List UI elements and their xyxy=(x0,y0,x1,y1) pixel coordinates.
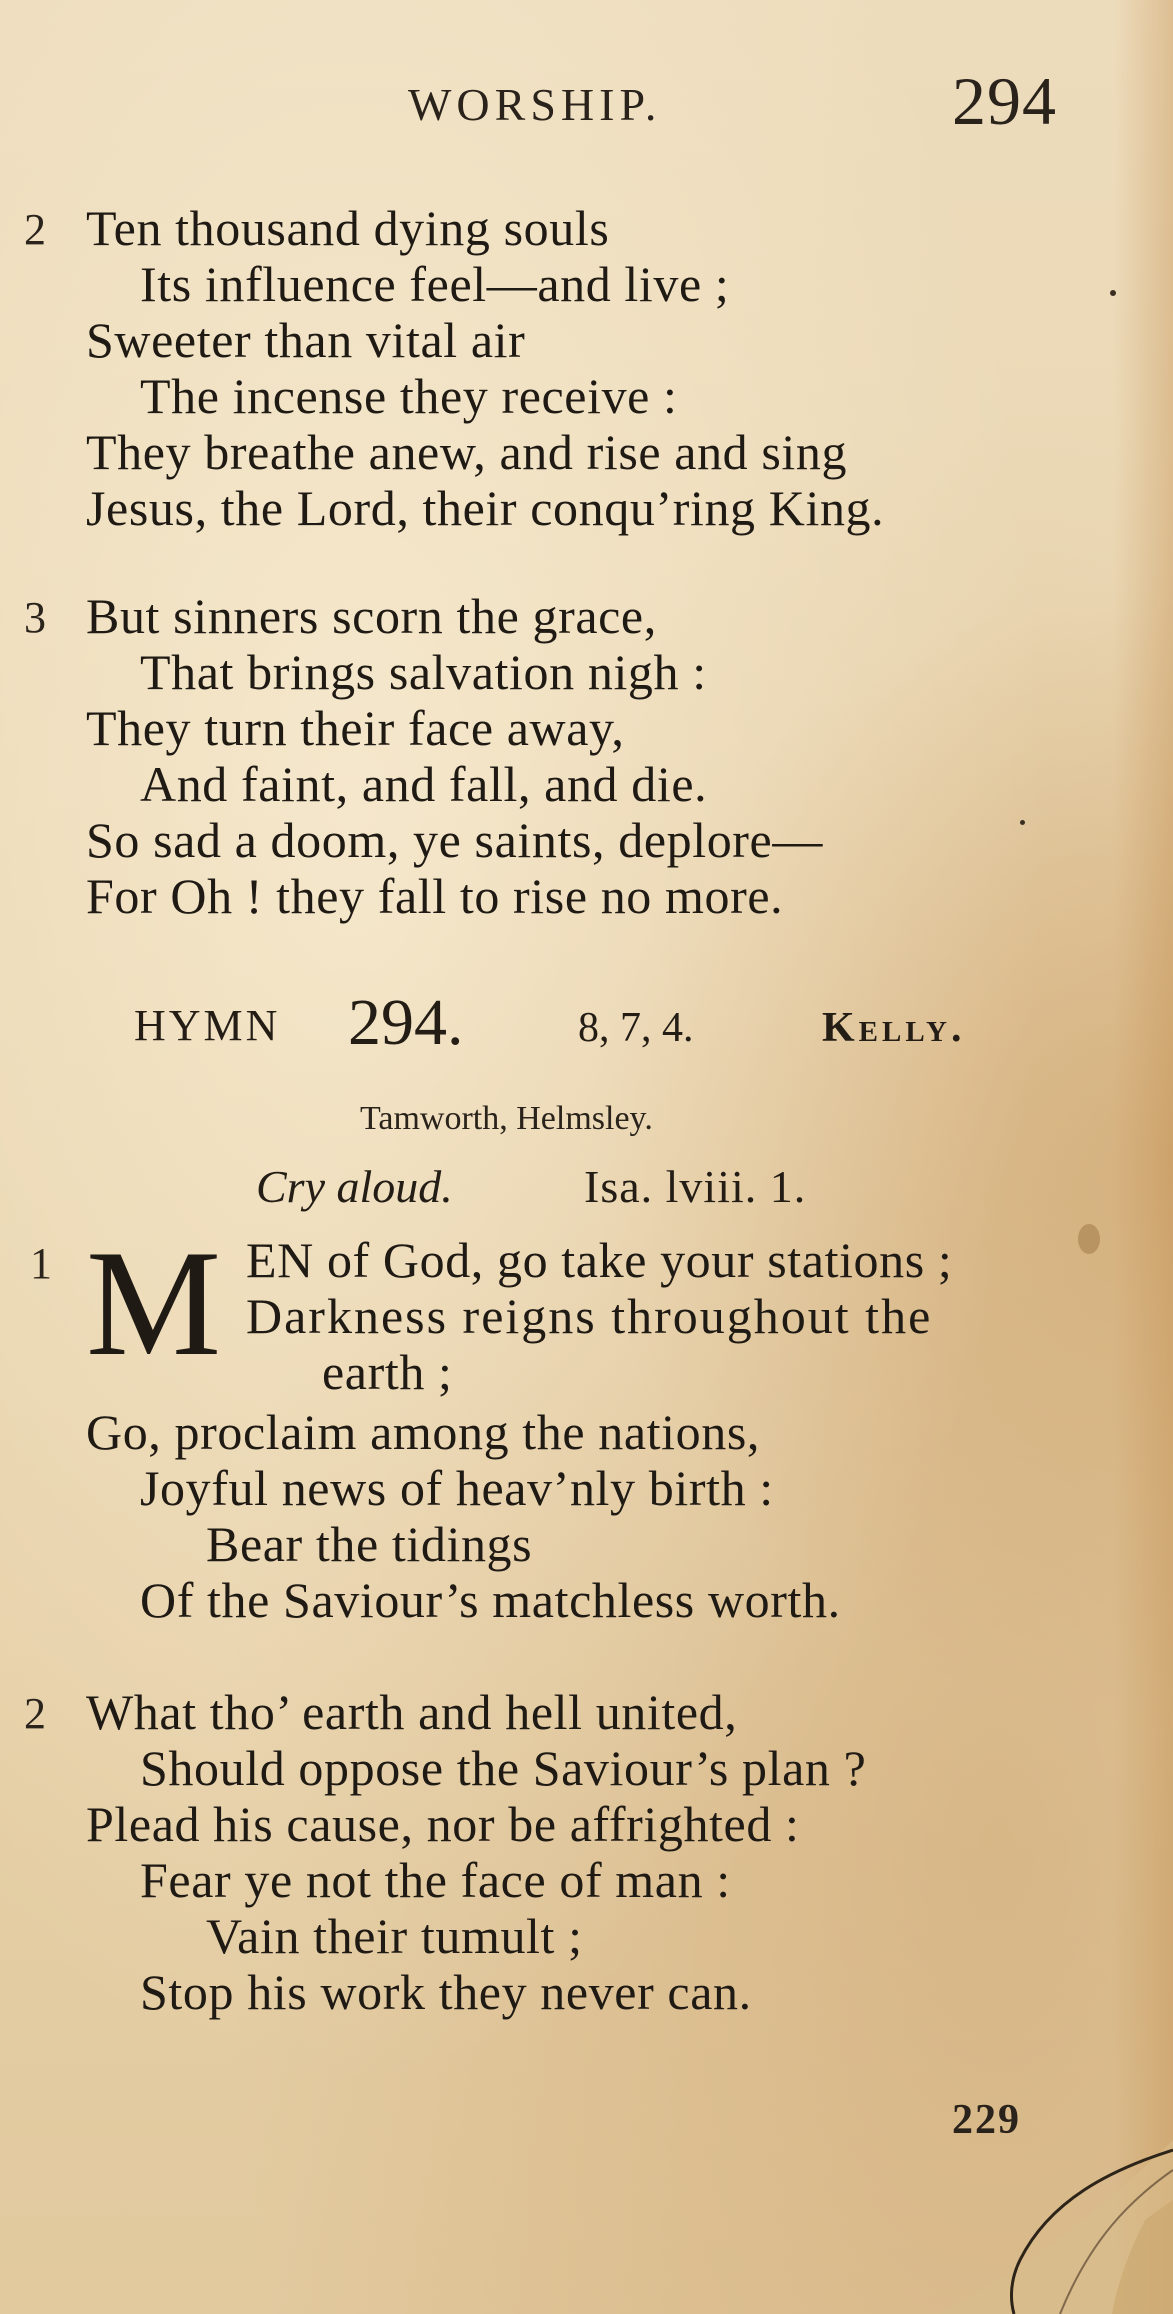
verse-line: They turn their face away, xyxy=(86,700,625,756)
edge-stain xyxy=(1113,0,1173,2314)
verse-line: Ten thousand dying souls xyxy=(86,200,610,256)
running-title: WORSHIP. xyxy=(408,79,662,130)
ink-smudge xyxy=(1078,1224,1100,1254)
page-number: 294 xyxy=(952,63,1057,139)
scripture-reference: Isa. lviii. 1. xyxy=(584,1161,807,1212)
verse-line: For Oh ! they fall to rise no more. xyxy=(86,868,784,924)
verse-line: Jesus, the Lord, their conqu’ring King. xyxy=(86,480,885,536)
hymn-metre: 8, 7, 4. xyxy=(578,1005,694,1051)
verse-line: So sad a doom, ye saints, deplore— xyxy=(86,812,823,868)
verse-line: That brings salvation nigh : xyxy=(140,644,707,700)
hymn-label: HYMN xyxy=(134,1001,281,1050)
verse-line: But sinners scorn the grace, xyxy=(86,588,657,644)
ink-speck xyxy=(1110,290,1116,296)
stanza-number: 3 xyxy=(24,593,46,642)
hymn-author: Kelly. xyxy=(822,1005,966,1051)
verse-line: And faint, and fall, and die. xyxy=(140,756,708,812)
page-curl-icon xyxy=(940,2140,1173,2314)
stanza-number: 1 xyxy=(30,1239,52,1288)
verse-line: What tho’ earth and hell united, xyxy=(86,1684,738,1740)
tune-names: Tamworth, Helmsley. xyxy=(360,1100,653,1137)
verse-line: Bear the tidings xyxy=(206,1516,533,1572)
verse-line: Stop his work they never can. xyxy=(140,1964,752,2020)
verse-line: Darkness reigns throughout the xyxy=(246,1288,933,1344)
verse-line: Fear ye not the face of man : xyxy=(140,1852,731,1908)
drop-cap: M xyxy=(86,1219,222,1387)
verse-line: Plead his cause, nor be affrighted : xyxy=(86,1796,800,1852)
ink-speck xyxy=(1020,820,1025,825)
stanza-number: 2 xyxy=(24,205,46,254)
verse-line: Go, proclaim among the nations, xyxy=(86,1404,761,1460)
hymn-number: 294. xyxy=(348,986,464,1059)
verse-line: Its influence feel—and live ; xyxy=(140,256,730,312)
verse-line: Joyful news of heav’nly birth : xyxy=(140,1460,774,1516)
verse-line: Vain their tumult ; xyxy=(206,1908,583,1964)
signature-mark: 229 xyxy=(952,2097,1021,2143)
verse-line: Sweeter than vital air xyxy=(86,312,526,368)
scripture-text: Cry aloud. xyxy=(256,1161,453,1212)
verse-line: Of the Saviour’s matchless worth. xyxy=(140,1572,841,1628)
stanza-number: 2 xyxy=(24,1689,46,1738)
verse-line: Should oppose the Saviour’s plan ? xyxy=(140,1740,867,1796)
verse-line: The incense they receive : xyxy=(140,368,678,424)
verse-line: They breathe anew, and rise and sing xyxy=(86,424,848,480)
verse-line: EN of God, go take your stations ; xyxy=(246,1232,953,1288)
verse-line: earth ; xyxy=(322,1344,453,1400)
